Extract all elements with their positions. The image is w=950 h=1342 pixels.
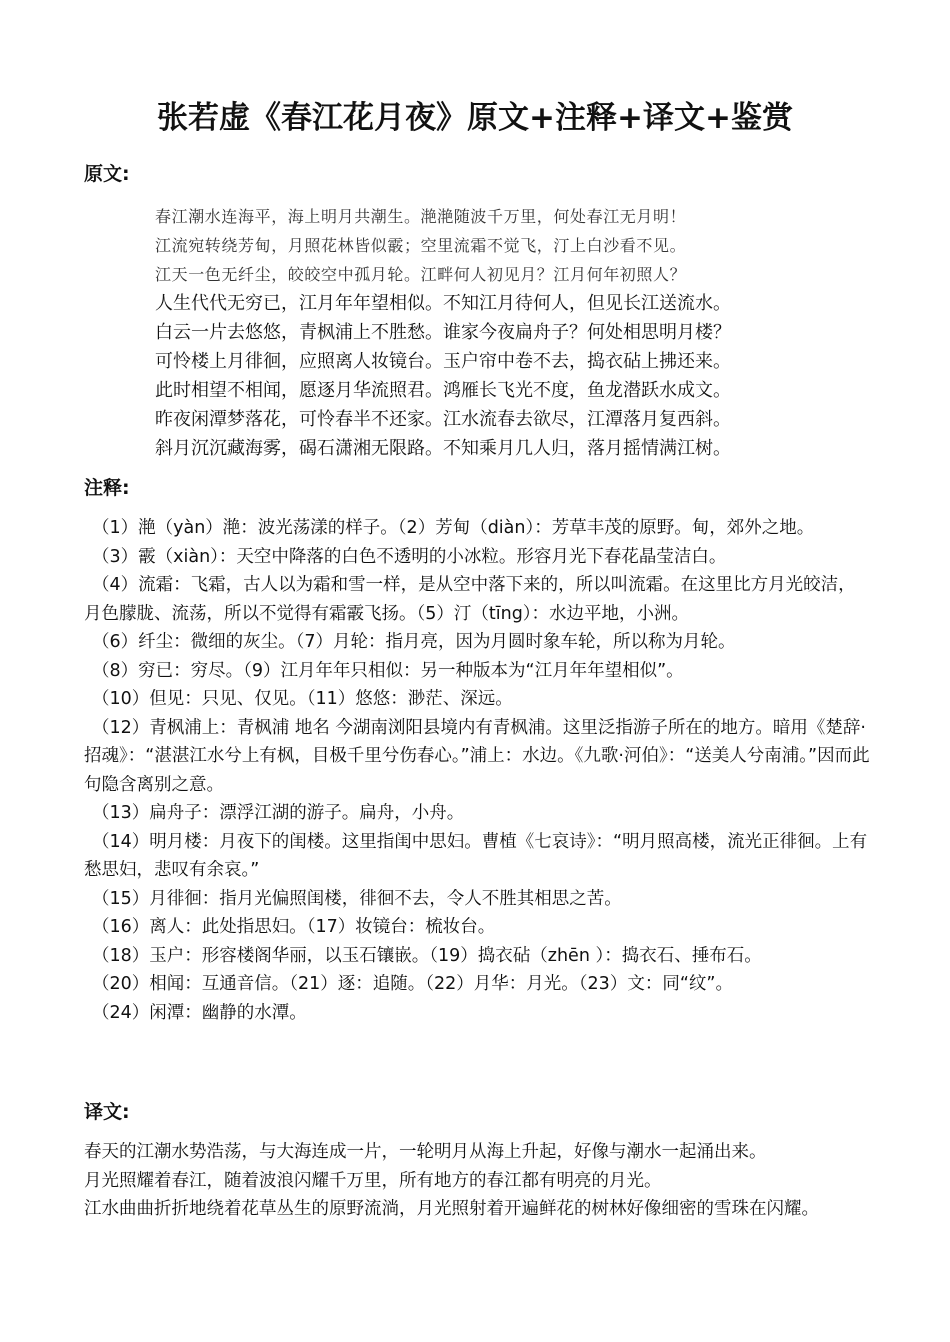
- poem-line: 此时相望不相闻，愿逐月华流照君。鸿雁长飞光不度，鱼龙潜跃水成文。: [155, 380, 731, 401]
- note-item: （16）离人：此处指思妇。（17）妆镜台：梳妆台。: [92, 917, 496, 937]
- translation-paragraph: 春天的江潮水势浩荡，与大海连成一片，一轮明月从海上升起，好像与潮水一起涌出来。: [84, 1142, 767, 1162]
- note-item: （15）月徘徊：指月光偏照闺楼，徘徊不去，令人不胜其相思之苦。: [92, 888, 622, 909]
- poem-line: 人生代代无穷已，江月年年望相似。不知江月待何人，但见长江送流水。: [155, 293, 731, 314]
- note-item: （24）闲潭：幽静的水潭。: [92, 1002, 307, 1023]
- poem-text: [155, 202, 875, 463]
- translation-paragraph: 月光照耀着春江，随着波浪闪耀千万里，所有地方的春江都有明亮的月光。: [84, 1170, 662, 1191]
- note-item: （10）但见：只见、仅见。（11）悠悠：渺茫、深远。: [92, 689, 513, 709]
- translation-text: [84, 1138, 870, 1224]
- document-title: 张若虚《春江花月夜》原文+注释+译文+鉴赏: [157, 100, 793, 136]
- note-item: （3）霰（xiàn）：天空中降落的白色不透明的小冰粒。形容月光下春花晶莹洁白。: [92, 546, 727, 567]
- poem-line: 斜月沉沉藏海雾，碣石潇湘无限路。不知乘月几人归，落月摇情满江树。: [155, 438, 731, 459]
- section-heading-notes: 注释:: [84, 477, 130, 499]
- note-item: （8）穷已：穷尽。（9）江月年年只相似：另一种版本为“江月年年望相似”。: [92, 660, 684, 681]
- note-item: （6）纤尘：微细的灰尘。（7）月轮：指月亮，因为月圆时象车轮，所以称为月轮。: [92, 632, 736, 652]
- note-item: （1）滟（yàn）滟：波光荡漾的样子。（2）芳甸（diàn）：芳草丰茂的原野。甸，郊外之地。: [92, 518, 815, 538]
- notes-list: [84, 514, 870, 1027]
- poem-line: 江流宛转绕芳甸，月照花林皆似霰；空里流霜不觉飞，汀上白沙看不见。: [155, 236, 687, 255]
- poem-line: 春江潮水连海平，海上明月共潮生。滟滟随波千万里，何处春江无月明！: [155, 207, 687, 226]
- section-heading-translation: 译文:: [84, 1101, 130, 1123]
- note-item: （20）相闻：互通音信。（21）逐：追随。（22）月华：月光。（23）文：同“纹”。: [92, 974, 733, 994]
- note-item: （18）玉户：形容楼阁华丽，以玉石镶嵌。（19）捣衣砧（zhēn ）：捣衣石、捶布石。: [92, 945, 762, 966]
- note-item: （13）扁舟子：漂浮江湖的游子。扁舟，小舟。: [92, 803, 465, 823]
- poem-line: 昨夜闲潭梦落花，可怜春半不还家。江水流春去欲尽，江潭落月复西斜。: [155, 409, 731, 430]
- note-item: （4）流霜：飞霜，古人以为霜和雪一样，是从空中落下来的，所以叫流霜。在这里比方月光皎洁，月色朦胧、流荡，所以不觉得有霜霰飞扬。（5）汀（tīng）：水边平地，小洲。: [84, 575, 856, 624]
- poem-line: 白云一片去悠悠，青枫浦上不胜愁。谁家今夜扁舟子？何处相思明月楼？: [155, 322, 731, 343]
- poem-line: 江天一色无纤尘，皎皎空中孤月轮。江畔何人初见月？江月何年初照人？: [155, 265, 687, 284]
- translation-paragraph: 江水曲曲折折地绕着花草丛生的原野流淌，月光照射着开遍鲜花的树林好像细密的雪珠在闪耀。: [84, 1199, 819, 1219]
- poem-line: 可怜楼上月徘徊，应照离人妆镜台。玉户帘中卷不去，捣衣砧上拂还来。: [155, 351, 731, 372]
- note-item: （12）青枫浦上：青枫浦 地名 今湖南浏阳县境内有青枫浦。这里泛指游子所在的地方。暗用《楚辞·招魂》：“湛湛江水兮上有枫，目极千里兮伤春心。”浦上：水边。《九歌·河伯》：“送美人兮南浦。”因而此句隐含离别之意。: [84, 717, 870, 795]
- section-heading-original: 原文:: [84, 163, 130, 185]
- note-item: （14）明月楼：月夜下的闺楼。这里指闺中思妇。曹植《七哀诗》：“明月照高楼，流光正徘徊。上有愁思妇，悲叹有余哀。”: [84, 831, 868, 880]
